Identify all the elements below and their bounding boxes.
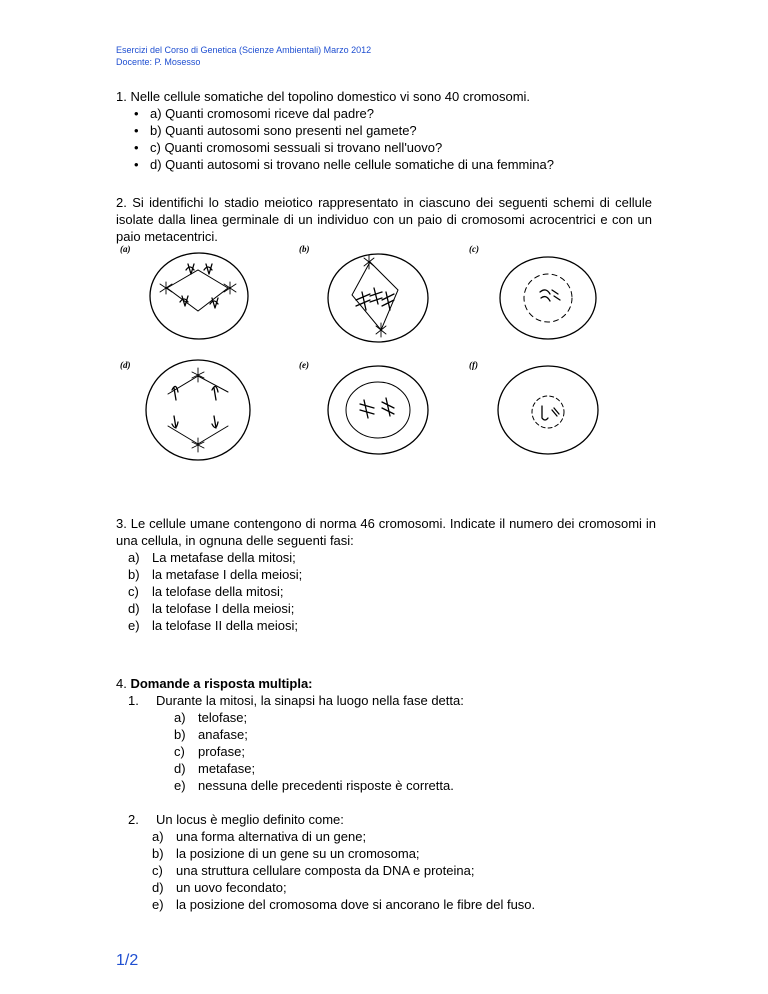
question-3 — [116, 515, 656, 634]
panel-label-f: (f) — [469, 360, 478, 370]
mc-question-2-options — [116, 828, 656, 913]
question-1-text: 1. Nelle cellule somatiche del topolino domestico vi sono 40 cromosomi. — [116, 89, 531, 104]
list-item: d) un uovo fecondato; — [152, 880, 287, 895]
header-course-line: Esercizi del Corso di Genetica (Scienze Ambientali) Marzo 2012 — [116, 45, 372, 55]
panel-label-b: (b) — [299, 244, 310, 254]
list-item: • d) Quanti autosomi si trovano nelle cellule somatiche di una femmina? — [116, 156, 676, 173]
cell-d — [146, 360, 250, 460]
question-4-title: Domande a risposta multipla: — [130, 676, 313, 691]
list-item: a) La metafase della mitosi; — [128, 550, 296, 565]
list-item: b) la posizione di un gene su un cromosoma; — [152, 846, 420, 861]
list-item: c) profase; — [174, 744, 245, 759]
question-4 — [116, 675, 656, 913]
list-item: e) nessuna delle precedenti risposte è corretta. — [174, 778, 454, 793]
question-1-items — [116, 105, 676, 173]
list-item: d) metafase; — [174, 761, 256, 776]
mc-question-1-text: Durante la mitosi, la sinapsi ha luogo nella fase detta: — [156, 693, 464, 708]
list-item: b) la metafase I della meiosi; — [128, 567, 303, 582]
cell-f — [498, 366, 598, 454]
question-3-items — [116, 549, 656, 634]
list-item: c) la telofase della mitosi; — [128, 584, 284, 599]
cell-b — [328, 254, 428, 342]
cell-diagrams — [116, 240, 636, 480]
panel-label-a: (a) — [120, 244, 131, 254]
list-item: • b) Quanti autosomi sono presenti nel gamete? — [116, 122, 676, 139]
question-1 — [116, 88, 676, 173]
list-item: e) la posizione del cromosoma dove si ancorano le fibre del fuso. — [152, 897, 536, 912]
mc-question-2-text: Un locus è meglio definito come: — [156, 812, 344, 827]
list-item: • a) Quanti cromosomi riceve dal padre? — [116, 105, 676, 122]
question-2 — [116, 194, 652, 245]
meiosis-figure — [116, 240, 636, 480]
question-4-heading: 4. Domande a risposta multipla: — [116, 676, 313, 691]
list-item: • c) Quanti cromosomi sessuali si trovano nell'uovo? — [116, 139, 676, 156]
list-item: e) la telofase II della meiosi; — [128, 618, 298, 633]
question-2-text: 2. Si identifichi lo stadio meiotico rappresentato in ciascuno dei seguenti schemi di cellule isolate dalla linea germinale di un individuo con un paio di cromosomi acrocentrici e con un paio metacentrici. — [116, 195, 652, 244]
mc-question-1: 1. Durante la mitosi, la sinapsi ha luogo nella fase detta: — [128, 693, 464, 708]
header-teacher-line: Docente: P. Mosesso — [116, 57, 201, 67]
list-item: c) una struttura cellulare composta da DNA e proteina; — [152, 863, 475, 878]
list-item: b) anafase; — [174, 727, 248, 742]
cell-c — [500, 257, 596, 339]
document-header — [116, 44, 371, 68]
page-number: 1/2 — [116, 952, 139, 969]
list-item: a) una forma alternativa di un gene; — [152, 829, 367, 844]
mc-question-2: 2. Un locus è meglio definito come: — [128, 812, 344, 827]
panel-label-d: (d) — [120, 360, 131, 370]
list-item: a) telofase; — [174, 710, 248, 725]
cell-e — [328, 366, 428, 454]
mc-question-1-options — [116, 709, 656, 794]
list-item: d) la telofase I della meiosi; — [128, 601, 295, 616]
question-3-text: 3. Le cellule umane contengono di norma 46 cromosomi. Indicate il numero dei cromosomi in una cellula, in ognuna delle seguenti fasi: — [116, 516, 656, 548]
panel-label-c: (c) — [469, 244, 479, 254]
cell-a — [150, 253, 248, 339]
panel-label-e: (e) — [299, 360, 309, 370]
